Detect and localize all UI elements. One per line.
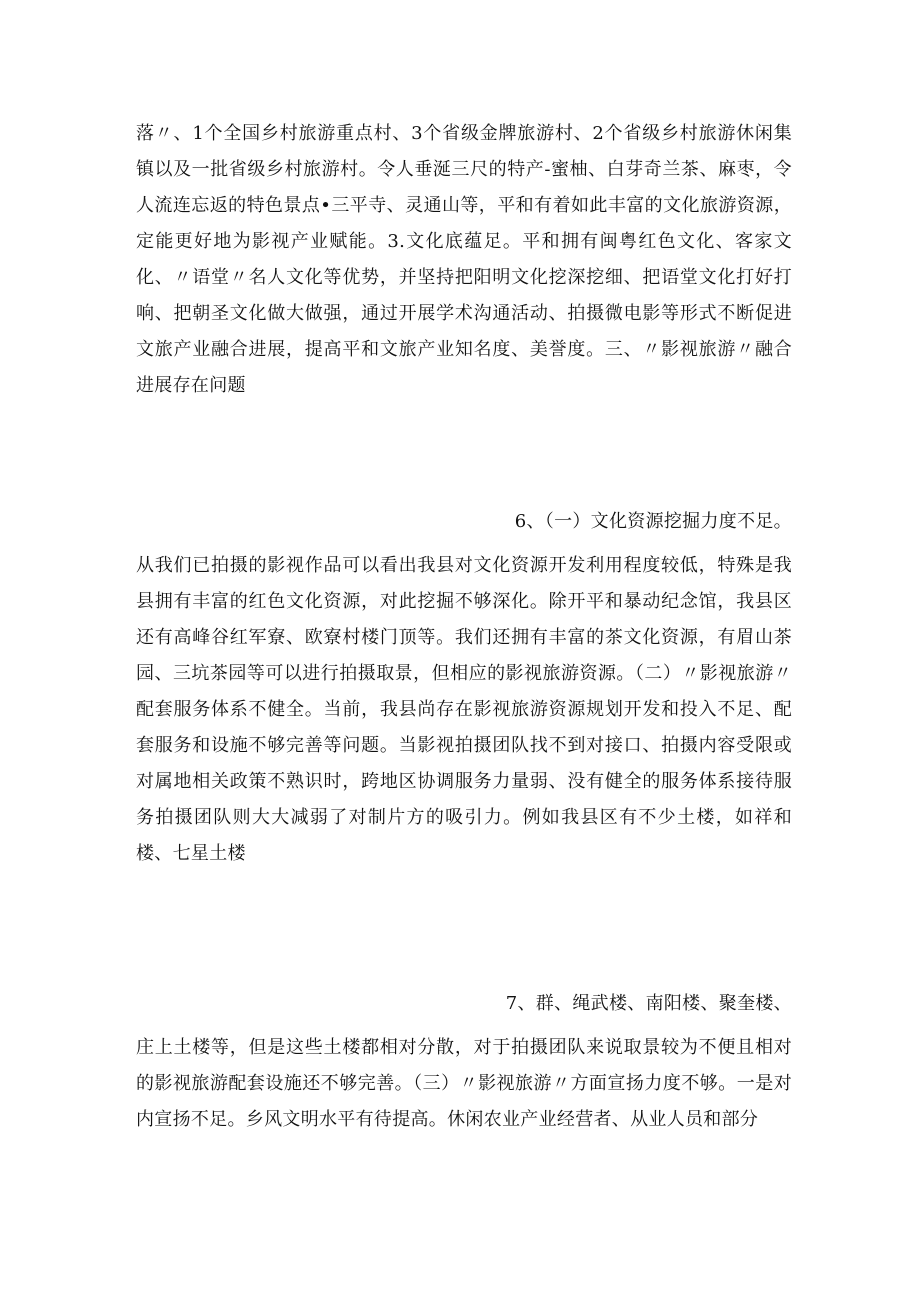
paragraph-tourism-resources: 落〃、1个全国乡村旅游重点村、3个省级金牌旅游村、2个省级乡村旅游休闲集镇以及一批省级乡村旅游村。令人垂涎三尺的特产-蜜柚、白芽奇兰茶、麻枣，令人流连忘返的特色景点•三平寺、灵通山等，平和有着如此丰富的文化旅游资源，定能更好地为影视产业赋能。3.文化底蕴足。平和拥有闽粤红色文化、客家文化、〃语堂〃名人文化等优势，并坚持把阳明文化挖深挖细、把语堂文化打好打响、把朝圣文化做大做强，通过开展学术沟通活动、拍摄微电影等形式不断促进文旅产业融合进展，提高平和文旅产业知名度、美誉度。三、〃影视旅游〃融合进展存在问题 (136, 123, 792, 396)
section-heading-6: 6、（一）文化资源挖掘力度不足。 (514, 511, 792, 532)
paragraph-tulou-promotion: 庄上土楼等，但是这些土楼都相对分散，对于拍摄团队来说取景较为不便且相对的影视旅游配套设施还不够完善。（三）〃影视旅游〃方面宣扬力度不够。一是对内宣扬不足。乡风文明水平有待提高。休闲农业产业经营者、从业人员和部分 (136, 1037, 792, 1130)
section-heading-7: 7、群、绳武楼、南阳楼、聚奎楼、 (505, 993, 792, 1014)
paragraph-cultural-resources: 从我们已拍摄的影视作品可以看出我县对文化资源开发利用程度较低，特殊是我县拥有丰富的红色文化资源，对此挖掘不够深化。除开平和暴动纪念馆，我县区还有高峰谷红军寮、欧寮村楼门顶等。我们还拥有丰富的茶文化资源，有眉山茶园、三坑茶园等可以进行拍摄取景，但相应的影视旅游资源。（二）〃影视旅游〃配套服务体系不健全。当前，我县尚存在影视旅游资源规划开发和投入不足、配套服务和设施不够完善等问题。当影视拍摄团队找不到对接口、拍摄内容受限或对属地相关政策不熟识时，跨地区协调服务力量弱、没有健全的服务体系接待服务拍摄团队则大大减弱了对制片方的吸引力。例如我县区有不少土楼，如祥和楼、七星土楼 (136, 555, 792, 864)
